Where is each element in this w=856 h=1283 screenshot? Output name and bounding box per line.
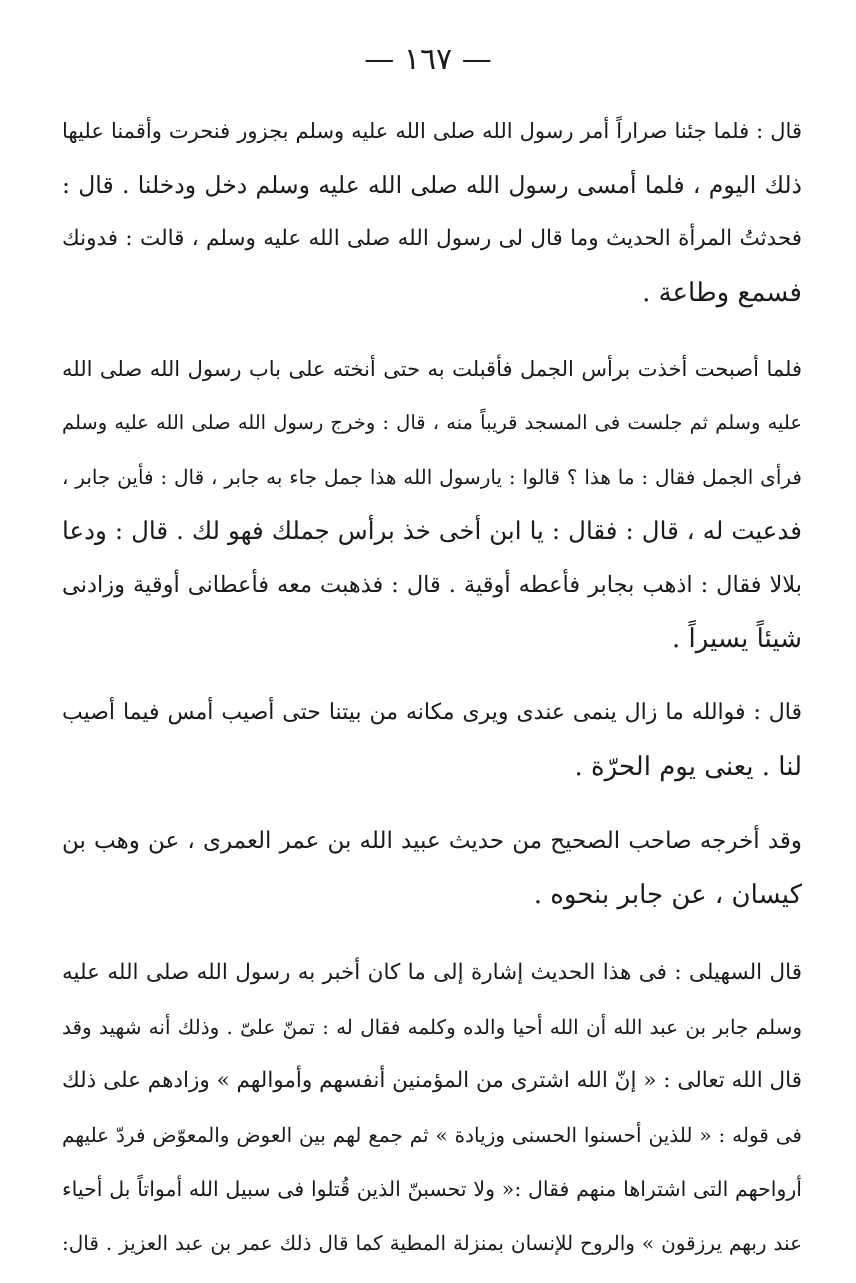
- text-line: بلالا فقال : اذهب بجابر فأعطه أوقية . قال : فذهبت معه فأعطانى أوقية وزادنى: [62, 572, 802, 598]
- text-line: قال السهيلى : فى هذا الحديث إشارة إلى ما كان أخبر به رسول الله صلى الله عليه: [62, 960, 802, 985]
- paragraph-arrival-at-sirar: [62, 104, 802, 320]
- page-number: — ١٦٧ —: [364, 42, 492, 77]
- paragraph-suhayli-commentary: [62, 946, 802, 1270]
- text-line: قال : فلما جئنا صراراً أمر رسول الله صلى الله عليه وسلم بجزور فنحرت وأقمنا عليها: [62, 119, 802, 143]
- text-line: فسمع وطاعة .: [642, 278, 802, 308]
- text-line: أرواحهم التى اشتراها منهم فقال :« ولا تحسبنّ الذين قُتلوا فى سبيل الله أمواتاً بل أحياء: [62, 1177, 802, 1201]
- text-line: شيئاً يسيراً .: [671, 624, 802, 654]
- text-line: ذلك اليوم ، فلما أمسى رسول الله صلى الله عليه وسلم دخل ودخلنا . قال :: [62, 171, 802, 199]
- text-line: قال الله تعالى : « إنّ الله اشترى من المؤمنين أنفسهم وأموالهم » وزادهم على ذلك: [62, 1068, 802, 1093]
- text-line: فى قوله : « للذين أحسنوا الحسنى وزيادة » ثم جمع لهم بين العوض والمعوّض فردّ عليهم: [62, 1123, 802, 1147]
- text-line: فلما أصبحت أخذت برأس الجمل فأقبلت به حتى أنخته على باب رسول الله صلى الله: [62, 357, 802, 381]
- book-text-body: [62, 104, 802, 1270]
- text-line: فدعيت له ، قال : فقال : يا ابن أخى خذ برأس جملك فهو لك . قال : ودعا: [62, 516, 802, 545]
- text-line: فحدثتُ المرأة الحديث وما قال لى رسول الله صلى الله عليه وسلم ، قالت : فدونك: [62, 226, 802, 251]
- text-line: وسلم جابر بن عبد الله أن الله أحيا والده وكلمه فقال له : تمنّ علىّ . وذلك أنه شهيد وقد: [62, 1015, 802, 1039]
- text-line: عليه وسلم ثم جلست فى المسجد قريباً منه ، قال : وخرج رسول الله صلى الله عليه وسلم: [62, 411, 802, 434]
- text-line: قال : فوالله ما زال ينمى عندى ويرى مكانه من بيتنا حتى أصيب أمس فيما أصيب: [62, 700, 802, 725]
- paragraph-sahih-reference: [62, 814, 802, 922]
- text-line: فرأى الجمل فقال : ما هذا ؟ قالوا : يارسول الله هذا جمل جاء به جابر ، قال : فأين جابر ،: [62, 465, 802, 489]
- text-line: وقد أخرجه صاحب الصحيح من حديث عبيد الله بن عمر العمرى ، عن وهب بن: [62, 828, 802, 854]
- paragraph-camel-at-door: [62, 342, 802, 666]
- text-line: عند ربهم يرزقون » والروح للإنسان بمنزلة المطية كما قال ذلك عمر بن عبد العزيز . قال:: [62, 1231, 802, 1255]
- text-line: كيسان ، عن جابر بنحوه .: [533, 880, 802, 910]
- text-line: لنا . يعنى يوم الحرّة .: [574, 752, 802, 782]
- paragraph-day-of-harra: [62, 686, 802, 794]
